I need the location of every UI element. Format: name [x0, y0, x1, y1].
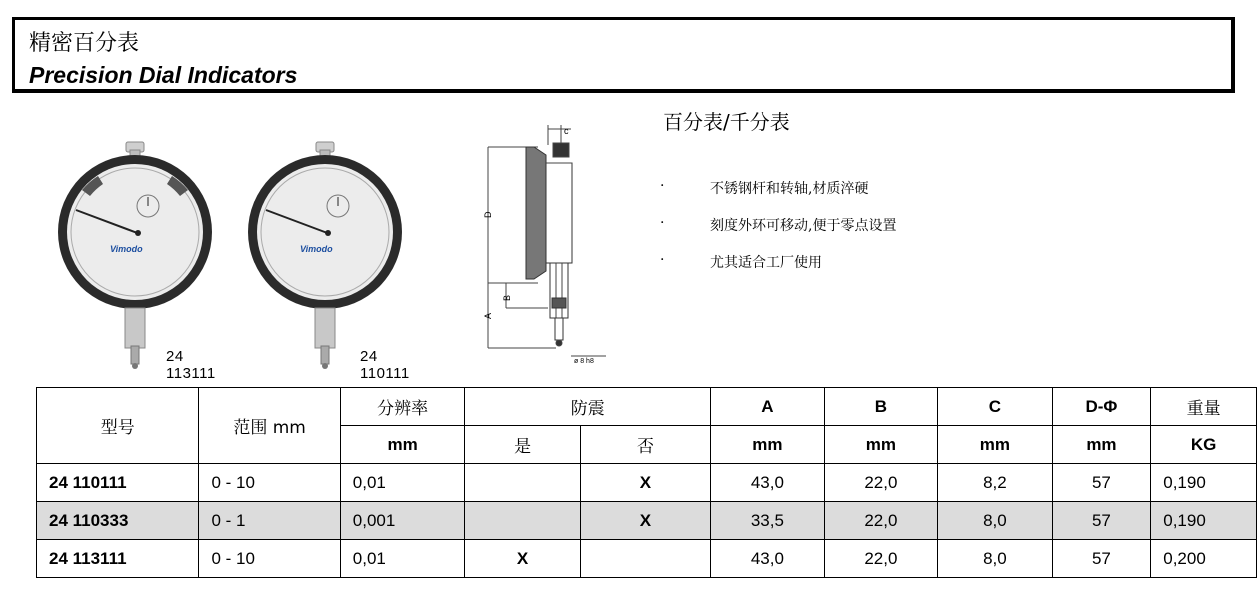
brand-logo: Vimodo — [110, 244, 143, 254]
dial-indicator-image — [238, 140, 413, 370]
bullet: · — [660, 252, 665, 268]
technical-drawing — [476, 123, 616, 368]
cell-b: 22,0 — [824, 540, 938, 578]
dial-indicator-photo-1 — [48, 140, 223, 382]
cell-model: 24 113111 — [37, 540, 199, 578]
header-c: C — [938, 388, 1053, 426]
title-english: Precision Dial Indicators — [29, 62, 298, 88]
cell-d: 57 — [1052, 502, 1151, 540]
header-a: A — [711, 388, 825, 426]
cell-c: 8,0 — [938, 540, 1053, 578]
cell-weight: 0,190 — [1151, 502, 1257, 540]
cell-c: 8,0 — [938, 502, 1053, 540]
cell-model: 24 110333 — [37, 502, 199, 540]
feature-text: 尤其适合工厂使用 — [710, 255, 822, 271]
title-chinese: 精密百分表 — [29, 31, 140, 56]
cell-b: 22,0 — [824, 464, 938, 502]
header-resolution: 分辨率 — [340, 388, 465, 426]
cell-c: 8,2 — [938, 464, 1053, 502]
cell-shockproof-yes — [465, 502, 580, 540]
header-shockproof: 防震 — [465, 388, 711, 426]
cell-model: 24 110111 — [37, 464, 199, 502]
header-b: B — [824, 388, 938, 426]
features-title: 百分表/千分表 — [663, 110, 790, 134]
feature-text: 不锈钢杆和转轴,材质淬硬 — [710, 181, 869, 197]
title-box — [12, 17, 1235, 93]
dim-label-stem: ø 8 h8 — [574, 358, 594, 365]
dim-label-b: B — [502, 294, 512, 301]
cell-resolution: 0,01 — [340, 540, 465, 578]
header-weight-unit: KG — [1151, 426, 1257, 464]
cell-range: 0 - 10 — [199, 540, 340, 578]
cell-shockproof-no: X — [580, 502, 710, 540]
header-resolution-unit: mm — [340, 426, 465, 464]
brand-logo: Vimodo — [300, 244, 333, 254]
photo-model-label-1: 24 113111 — [166, 348, 216, 382]
cell-range: 0 - 10 — [199, 464, 340, 502]
cell-resolution: 0,01 — [340, 464, 465, 502]
cell-shockproof-no: X — [580, 464, 710, 502]
feature-text: 刻度外环可移动,便于零点设置 — [710, 218, 897, 234]
cell-shockproof-yes: X — [465, 540, 580, 578]
cell-shockproof-no — [580, 540, 710, 578]
cell-d: 57 — [1052, 540, 1151, 578]
header-d: D-Φ — [1052, 388, 1151, 426]
header-a-unit: mm — [711, 426, 825, 464]
cell-b: 22,0 — [824, 502, 938, 540]
cell-resolution: 0,001 — [340, 502, 465, 540]
dim-label-d: D — [483, 211, 493, 218]
header-shockproof-yes: 是 — [465, 426, 580, 464]
dim-label-c: c — [564, 126, 569, 136]
bullet: · — [660, 215, 665, 231]
spec-table — [36, 387, 1257, 578]
photo-model-label-2: 24 110111 — [360, 348, 410, 382]
dial-indicator-photo-2 — [238, 140, 413, 382]
cell-weight: 0,200 — [1151, 540, 1257, 578]
header-weight: 重量 — [1151, 388, 1257, 426]
cell-a: 33,5 — [711, 502, 825, 540]
bullet: · — [660, 178, 665, 194]
cell-weight: 0,190 — [1151, 464, 1257, 502]
header-range-label: 范围 mm — [233, 418, 306, 438]
cell-range: 0 - 1 — [199, 502, 340, 540]
header-c-unit: mm — [938, 426, 1053, 464]
header-d-unit: mm — [1052, 426, 1151, 464]
header-b-unit: mm — [824, 426, 938, 464]
table-row — [37, 540, 1257, 578]
cell-a: 43,0 — [711, 540, 825, 578]
dial-indicator-image — [48, 140, 223, 370]
cell-d: 57 — [1052, 464, 1151, 502]
cell-shockproof-yes — [465, 464, 580, 502]
header-model: 型号 — [37, 388, 199, 464]
table-row — [37, 464, 1257, 502]
table-row — [37, 502, 1257, 540]
dim-label-a: A — [483, 312, 493, 319]
cell-a: 43,0 — [711, 464, 825, 502]
header-shockproof-no: 否 — [580, 426, 710, 464]
header-range — [199, 388, 340, 464]
